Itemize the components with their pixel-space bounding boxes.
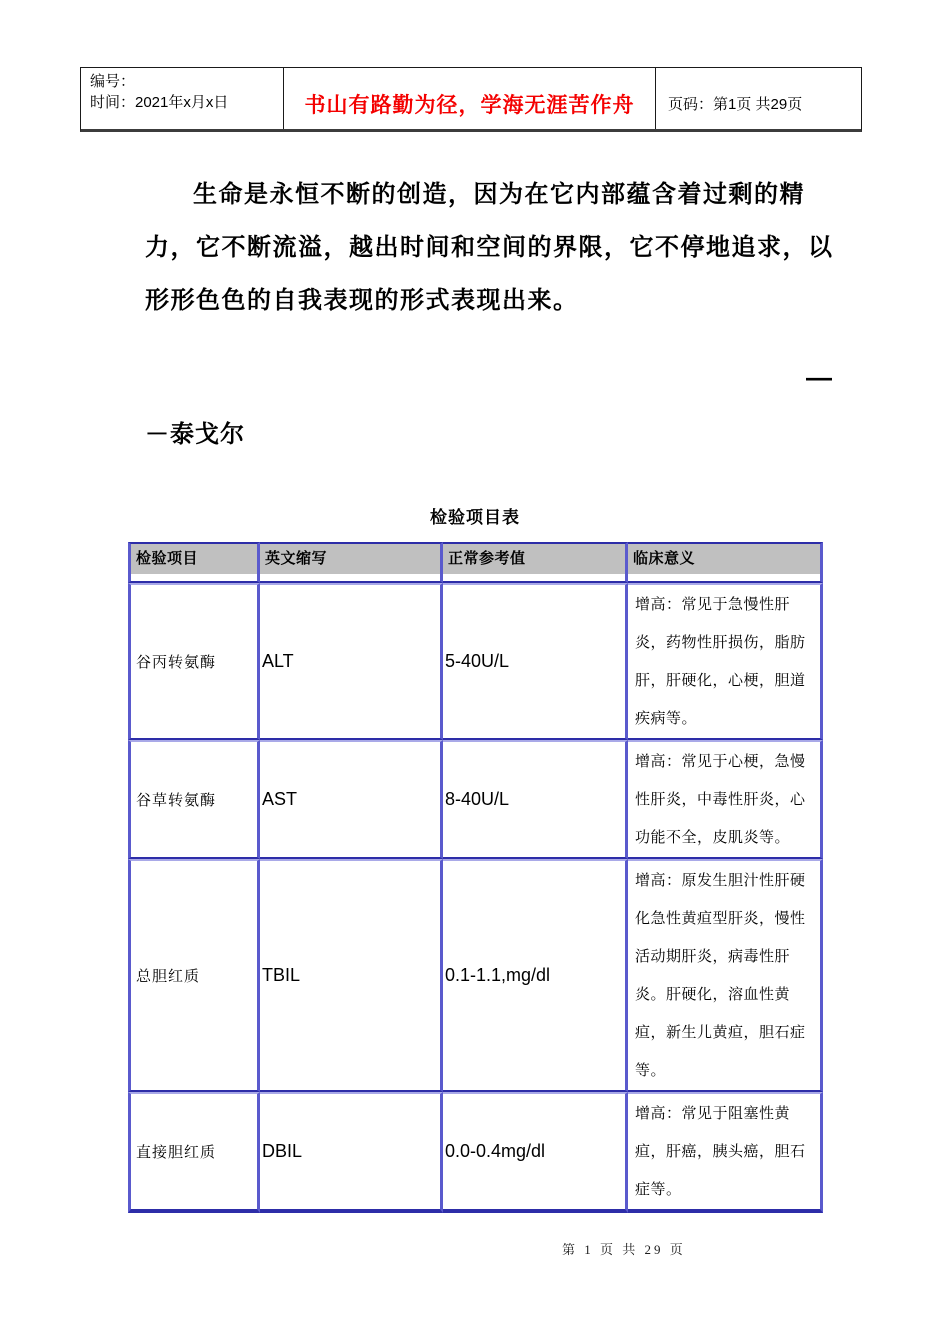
- cell-clinical-meaning: 增高：常见于阻塞性黄疸，肝癌，胰头癌，胆石症等。: [628, 1092, 823, 1213]
- lab-test-table: [128, 542, 823, 1213]
- cell-reference-range: 8-40U/L: [443, 740, 628, 859]
- cell-test-item: 谷丙转氨酶: [128, 583, 260, 740]
- table-row: [128, 583, 823, 740]
- cell-abbreviation: TBIL: [260, 859, 443, 1092]
- quote-dash: —: [806, 362, 832, 392]
- cell-test-item: 谷草转氨酶: [128, 740, 260, 859]
- cell-clinical-meaning: 增高：原发生胆汁性肝硬化急性黄疸型肝炎，慢性活动期肝炎，病毒性肝炎。肝硬化，溶血性黄疸，新生儿黄疸，胆石症等。: [628, 859, 823, 1092]
- doc-number-label: 编号：: [90, 73, 136, 90]
- header-motto-cell: [284, 68, 656, 129]
- page-number-label: 页码：第1页 共29页: [668, 96, 803, 113]
- header-page-cell: [656, 68, 861, 129]
- table-header-row: [128, 542, 823, 583]
- cell-clinical-meaning: 增高：常见于心梗，急慢性肝炎，中毒性肝炎，心功能不全，皮肌炎等。: [628, 740, 823, 859]
- cell-reference-range: 0.0-0.4mg/dl: [443, 1092, 628, 1213]
- column-header-meaning: 临床意义: [628, 542, 823, 583]
- table-row: [128, 859, 823, 1092]
- header-meta-cell: [81, 68, 284, 129]
- cell-clinical-meaning: 增高：常见于急慢性肝炎，药物性肝损伤，脂肪肝，肝硬化，心梗，胆道疾病等。: [628, 583, 823, 740]
- cell-reference-range: 0.1-1.1,mg/dl: [443, 859, 628, 1092]
- table-title: 检验项目表: [430, 508, 520, 527]
- motto-text: 书山有路勤为径，学海无涯苦作舟: [304, 93, 635, 117]
- column-header-range: 正常参考值: [443, 542, 628, 583]
- page-footer: 第 1 页 共 29 页: [562, 1242, 686, 1257]
- column-header-item: 检验项目: [128, 542, 260, 583]
- cell-abbreviation: ALT: [260, 583, 443, 740]
- cell-test-item: 直接胆红质: [128, 1092, 260, 1213]
- doc-date-label: 时间：2021年x月x日: [90, 94, 229, 111]
- cell-reference-range: 5-40U/L: [443, 583, 628, 740]
- column-header-abbr: 英文缩写: [260, 542, 443, 583]
- table-row: [128, 1092, 823, 1213]
- quote-author: －泰戈尔: [145, 421, 245, 448]
- cell-test-item: 总胆红质: [128, 859, 260, 1092]
- quote-paragraph: 生命是永恒不断的创造，因为在它内部蕴含着过剩的精力，它不断流溢，越出时间和空间的界限，它不停地追求，以形形色色的自我表现的形式表现出来。: [145, 181, 834, 314]
- cell-abbreviation: AST: [260, 740, 443, 859]
- cell-abbreviation: DBIL: [260, 1092, 443, 1213]
- document-header: [80, 67, 862, 132]
- table-row: [128, 740, 823, 859]
